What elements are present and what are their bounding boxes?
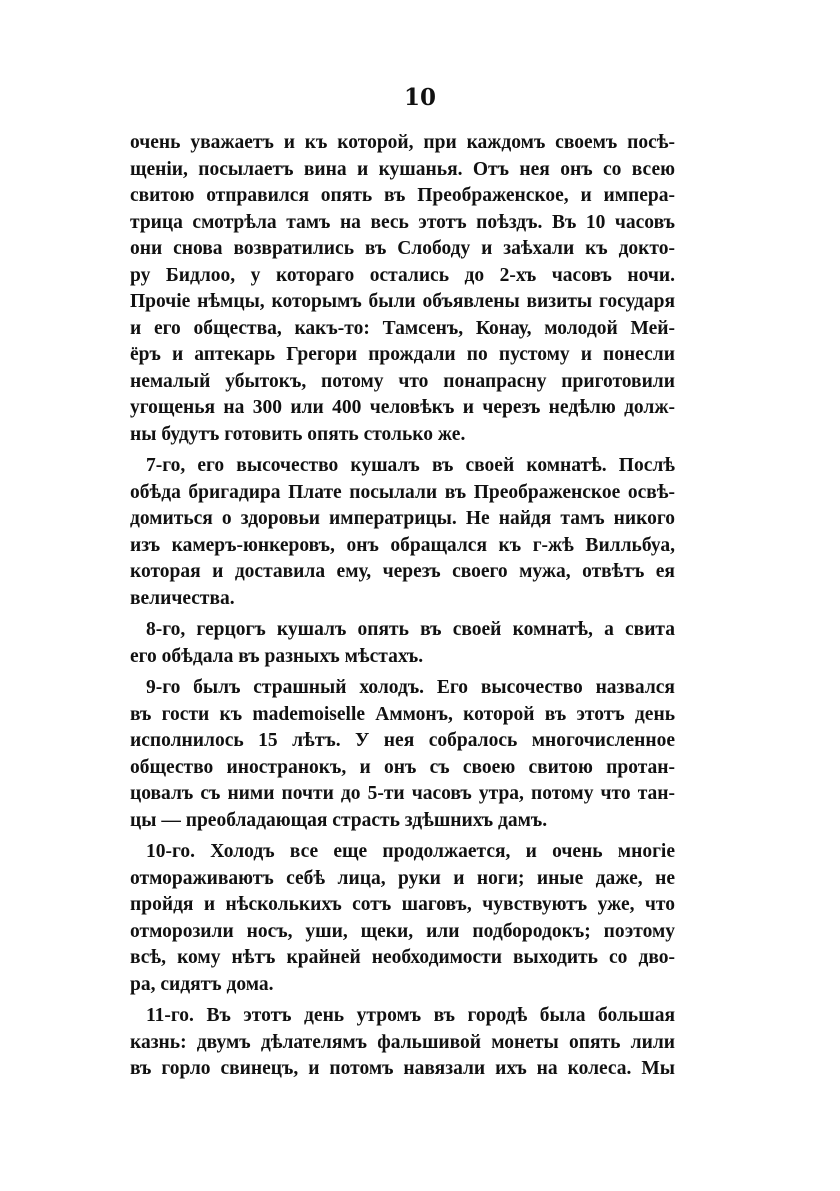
text-line: въ горло свинецъ, и потомъ навязали ихъ на колеса. Мы xyxy=(130,1058,675,1079)
text-line: ру Бидлоо, у котораго остались до 2-хъ часовъ ночи. xyxy=(130,264,675,286)
text-line: ра, сидятъ дома. xyxy=(130,973,274,995)
text-line: его обѣдала въ разныхъ мѣстахъ. xyxy=(130,645,424,667)
text-line: 10-го. Холодъ все еще продолжается, и очень многіе xyxy=(146,841,675,862)
text-line: 8-го, герцогъ кушалъ опять въ своей комнатѣ, а свита xyxy=(146,619,675,640)
page-number: 10 xyxy=(403,84,436,111)
text-line: свитою отправился опять въ Преображенское, и импера- xyxy=(130,185,675,206)
paragraph xyxy=(130,839,675,998)
text-line: домиться о здоровьи императрицы. Не найдя тамъ никого xyxy=(130,508,675,529)
text-line: и его общества, какъ-то: Тамсенъ, Конау, молодой Мей- xyxy=(130,317,675,339)
text-line: общество иностранокъ, и онъ съ своею свитою протан- xyxy=(130,756,675,778)
text-line: угощенья на 300 или 400 человѣкъ и черезъ недѣлю долж- xyxy=(130,397,675,418)
paragraph xyxy=(130,617,675,670)
text-line: трица смотрѣла тамъ на весь этотъ поѣздъ. Въ 10 часовъ xyxy=(130,211,675,233)
text-line: цовалъ съ ними почти до 5-ти часовъ утра, потому что тан- xyxy=(130,783,675,804)
paragraph xyxy=(130,130,675,448)
text-line: Прочіе нѣмцы, которымъ были объявлены визиты государя xyxy=(130,291,675,312)
text-line: 11-го. Въ этотъ день утромъ въ городѣ была большая xyxy=(146,1005,675,1026)
text-line: ны будутъ готовить опять столько же. xyxy=(130,423,466,445)
text-line: исполнилось 15 лѣтъ. У нея собралось многочисленное xyxy=(130,730,675,751)
text-line: 9-го былъ страшный холодъ. Его высочество назвался xyxy=(146,677,675,698)
text-line: цы — преобладающая страсть здѣшнихъ дамъ. xyxy=(130,809,548,831)
text-line: всѣ, кому нѣтъ крайней необходимости выходить со дво- xyxy=(130,947,675,968)
text-line: немалый убытокъ, потому что понапрасну приготовили xyxy=(130,370,675,392)
text-line: отмораживаютъ себѣ лица, руки и ноги; иные даже, не xyxy=(130,867,675,889)
text-line: казнь: двумъ дѣлателямъ фальшивой монеты опять лили xyxy=(130,1031,675,1053)
paragraph xyxy=(130,675,675,834)
text-line: ёръ и аптекарь Грегори прождали по пустому и понесли xyxy=(130,344,675,365)
text-line: величества. xyxy=(130,587,235,609)
text-line: которая и доставила ему, черезъ своего мужа, отвѣтъ ея xyxy=(130,561,675,582)
text-line: въ гости къ mademoiselle Аммонъ, которой въ этотъ день xyxy=(130,703,675,725)
text-line: щеніи, посылаетъ вина и кушанья. Отъ нея онъ со всею xyxy=(130,158,675,180)
text-line: обѣда бригадира Плате посылали въ Преображенское освѣ- xyxy=(130,481,675,503)
text-line: отморозили носъ, уши, щеки, или подбородокъ; поэтому xyxy=(130,920,675,942)
paragraph xyxy=(130,1003,675,1083)
text-line: они снова возвратились въ Слободу и заѣхали къ докто- xyxy=(130,238,675,259)
text-line: 7-го, его высочество кушалъ въ своей комнатѣ. Послѣ xyxy=(146,455,675,476)
paragraph xyxy=(130,453,675,612)
body-text xyxy=(130,130,675,1083)
text-line: пройдя и нѣсколькихъ сотъ шаговъ, чувствуютъ уже, что xyxy=(130,894,675,915)
text-line: изъ камеръ-юнкеровъ, онъ обращался къ г-жѣ Вилльбуа, xyxy=(130,534,675,556)
text-line: очень уважаетъ и къ которой, при каждомъ своемъ посѣ- xyxy=(130,132,675,153)
